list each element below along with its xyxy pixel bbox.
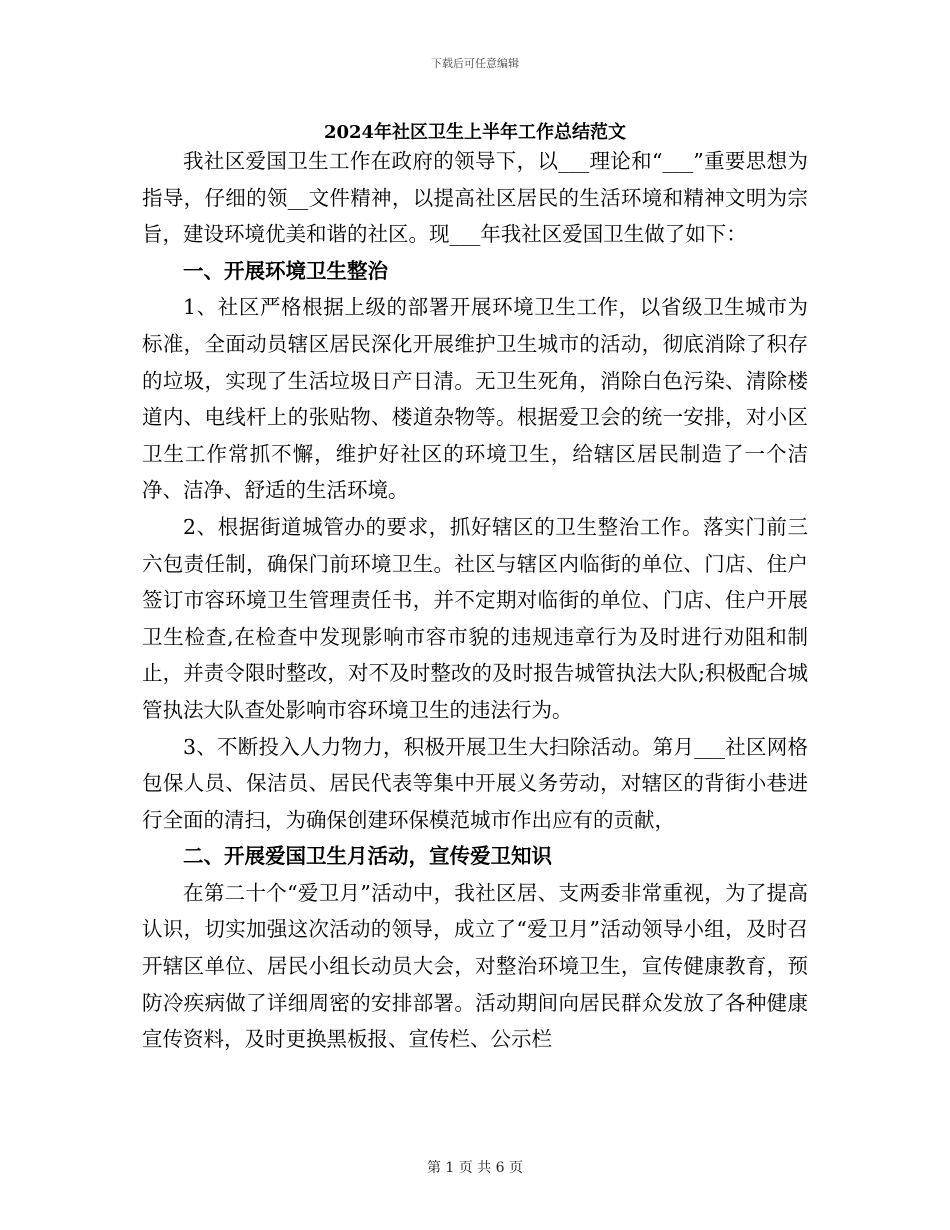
- body-paragraph: 3、不断投入人力物力，积极开展卫生大扫除活动。第月___社区网格包保人员、保洁员、居民代表等集中开展义务劳动，对辖区的背街小巷进行全面的清扫，为确保创建环保模范城市作出应有的贡献，: [142, 734, 808, 832]
- header-note: 下载后可任意编辑: [431, 57, 519, 70]
- body-paragraph: 1、社区严格根据上级的部署开展环境卫生工作，以省级卫生城市为标准，全面动员辖区居民深化开展维护卫生城市的活动，彻底消除了积存的垃圾，实现了生活垃圾日产日清。无卫生死角，消除白色污染、清除楼道内、电线杆上的张贴物、楼道杂物等。根据爱卫会的统一安排，对小区卫生工作常抓不懈，维护好社区的环境卫生，给辖区居民制造了一个洁净、洁净、舒适的生活环境。: [142, 295, 808, 503]
- page-number-footer: 第 1 页 共 6 页: [426, 1160, 524, 1176]
- document-body: [142, 143, 808, 1058]
- body-paragraph: 在第二十个“爱卫月”活动中，我社区居、支两委非常重视，为了提高认识，切实加强这次活动的领导，成立了“爱卫月”活动领导小组，及时召开辖区单位、居民小组长动员大会，对整治环境卫生，宣传健康教育，预防冷疾病做了详细周密的安排部署。活动期间向居民群众发放了各种健康宣传资料，及时更换黑板报、宣传栏、公示栏: [142, 880, 808, 1052]
- section-heading-1: 一、开展环境卫生整治: [183, 258, 388, 283]
- intro-paragraph: 我社区爱国卫生工作在政府的领导下，以___理论和“___”重要思想为指导，仔细的领__文件精神，以提高社区居民的生活环境和精神文明为宗旨，建设环境优美和谐的社区。现___年我社区爱国卫生做了如下：: [142, 149, 808, 247]
- body-paragraph: 2、根据街道城管办的要求，抓好辖区的卫生整治工作。落实门前三六包责任制，确保门前环境卫生。社区与辖区内临街的单位、门店、住户签订市容环境卫生管理责任书，并不定期对临街的单位、门店、住户开展卫生检查,在检查中发现影响市容市貌的违规违章行为及时进行劝阻和制止，并责令限时整改，对不及时整改的及时报告城管执法大队;积极配合城管执法大队查处影响市容环境卫生的违法行为。: [142, 514, 808, 722]
- section-heading-2: 二、开展爱国卫生月活动，宣传爱卫知识: [183, 844, 552, 869]
- document-title: 2024年社区卫生上半年工作总结范文: [323, 122, 627, 143]
